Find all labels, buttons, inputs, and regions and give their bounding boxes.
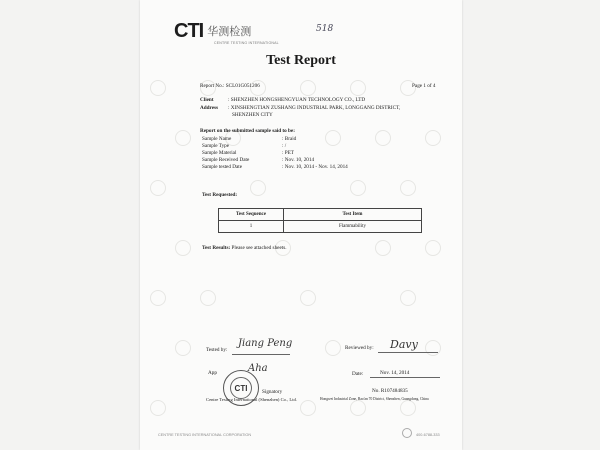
sample-row-label: Sample Received Date bbox=[202, 157, 250, 163]
reviewed-by-line bbox=[378, 352, 438, 353]
sample-row-value: : PET bbox=[282, 150, 294, 156]
report-page bbox=[140, 0, 462, 450]
page-title: Test Report bbox=[266, 53, 336, 68]
sample-row-label: Sample Material bbox=[202, 150, 237, 156]
sample-row-label: Sample Name bbox=[202, 136, 232, 142]
address-label: Address bbox=[200, 105, 219, 111]
date-value: Nov. 14, 2014 bbox=[380, 370, 410, 376]
client-value: : SHENZHEN HONGSHENGYUAN TECHNOLOGY CO., LTD bbox=[228, 97, 366, 103]
tested-by-signature: Jiang Peng bbox=[238, 338, 293, 349]
address-line-1: : XINSHENGTIAN ZUSHANG INDUSTRIAL PARK, LONGGANG DISTRICT, bbox=[228, 105, 401, 111]
address-line-2: SHENZHEN CITY bbox=[232, 112, 273, 118]
test-requested-table bbox=[218, 208, 422, 233]
date-label: Date: bbox=[352, 371, 364, 377]
sample-row-label: Sample Type bbox=[202, 143, 230, 149]
reviewed-by-signature: Davy bbox=[390, 338, 418, 351]
page-indicator: Page 1 of 4 bbox=[412, 83, 436, 89]
lab-address: Hongwei Industrial Zone, Bao'an 70 District, Shenzhen, Guangdong, China bbox=[320, 397, 429, 401]
table-header-row bbox=[219, 209, 422, 221]
table-cell: 1 bbox=[219, 221, 284, 233]
sample-row-label: Sample tested Date bbox=[202, 164, 243, 170]
test-results: Test Results: Please see attached sheets. bbox=[202, 245, 287, 251]
sample-row-value: : Nov. 10, 2014 - Nov. 14, 2014 bbox=[282, 164, 348, 170]
logo-mark: CTI bbox=[174, 20, 204, 42]
tested-by-line bbox=[232, 354, 290, 355]
sample-heading: Report on the submitted sample said to be: bbox=[200, 128, 295, 134]
sample-row-value: : Braid bbox=[282, 136, 297, 142]
date-line bbox=[370, 377, 440, 378]
handwritten-note: 518 bbox=[316, 24, 334, 34]
table-cell: Flammability bbox=[284, 221, 422, 233]
column-header: Test Sequence bbox=[219, 209, 284, 221]
table-row bbox=[219, 221, 422, 233]
logo-chinese-name: 华测检测 bbox=[207, 25, 252, 38]
test-requested-heading: Test Requested: bbox=[202, 192, 238, 198]
signatory-label: Signatory bbox=[262, 389, 283, 395]
seal-mark: CTI bbox=[230, 377, 252, 399]
client-label: Client bbox=[200, 97, 214, 103]
footer-hotline: 400-6788-333 bbox=[416, 433, 440, 437]
footer-logo-icon bbox=[402, 428, 412, 438]
sample-row-value: : / bbox=[282, 143, 287, 149]
company-name: Centre Testing International (Shenzhen) Co., Ltd. bbox=[206, 397, 297, 402]
approved-by-signature: Aha bbox=[248, 363, 268, 374]
approved-by-label: App bbox=[208, 370, 217, 376]
report-number: Report No.: SCL01G051206 bbox=[200, 83, 260, 89]
reviewed-by-label: Reviewed by: bbox=[345, 345, 374, 351]
footer-company: CENTRE TESTING INTERNATIONAL CORPORATION bbox=[158, 433, 252, 437]
company-seal bbox=[223, 370, 259, 406]
company-logo bbox=[174, 20, 251, 43]
column-header: Test Item bbox=[284, 209, 422, 221]
serial-number: No. R107484835 bbox=[372, 388, 408, 394]
tested-by-label: Tested by: bbox=[206, 347, 228, 353]
logo-english-name: CENTRE TESTING INTERNATIONAL bbox=[214, 41, 279, 45]
sample-row-value: : Nov. 10, 2014 bbox=[282, 157, 315, 163]
